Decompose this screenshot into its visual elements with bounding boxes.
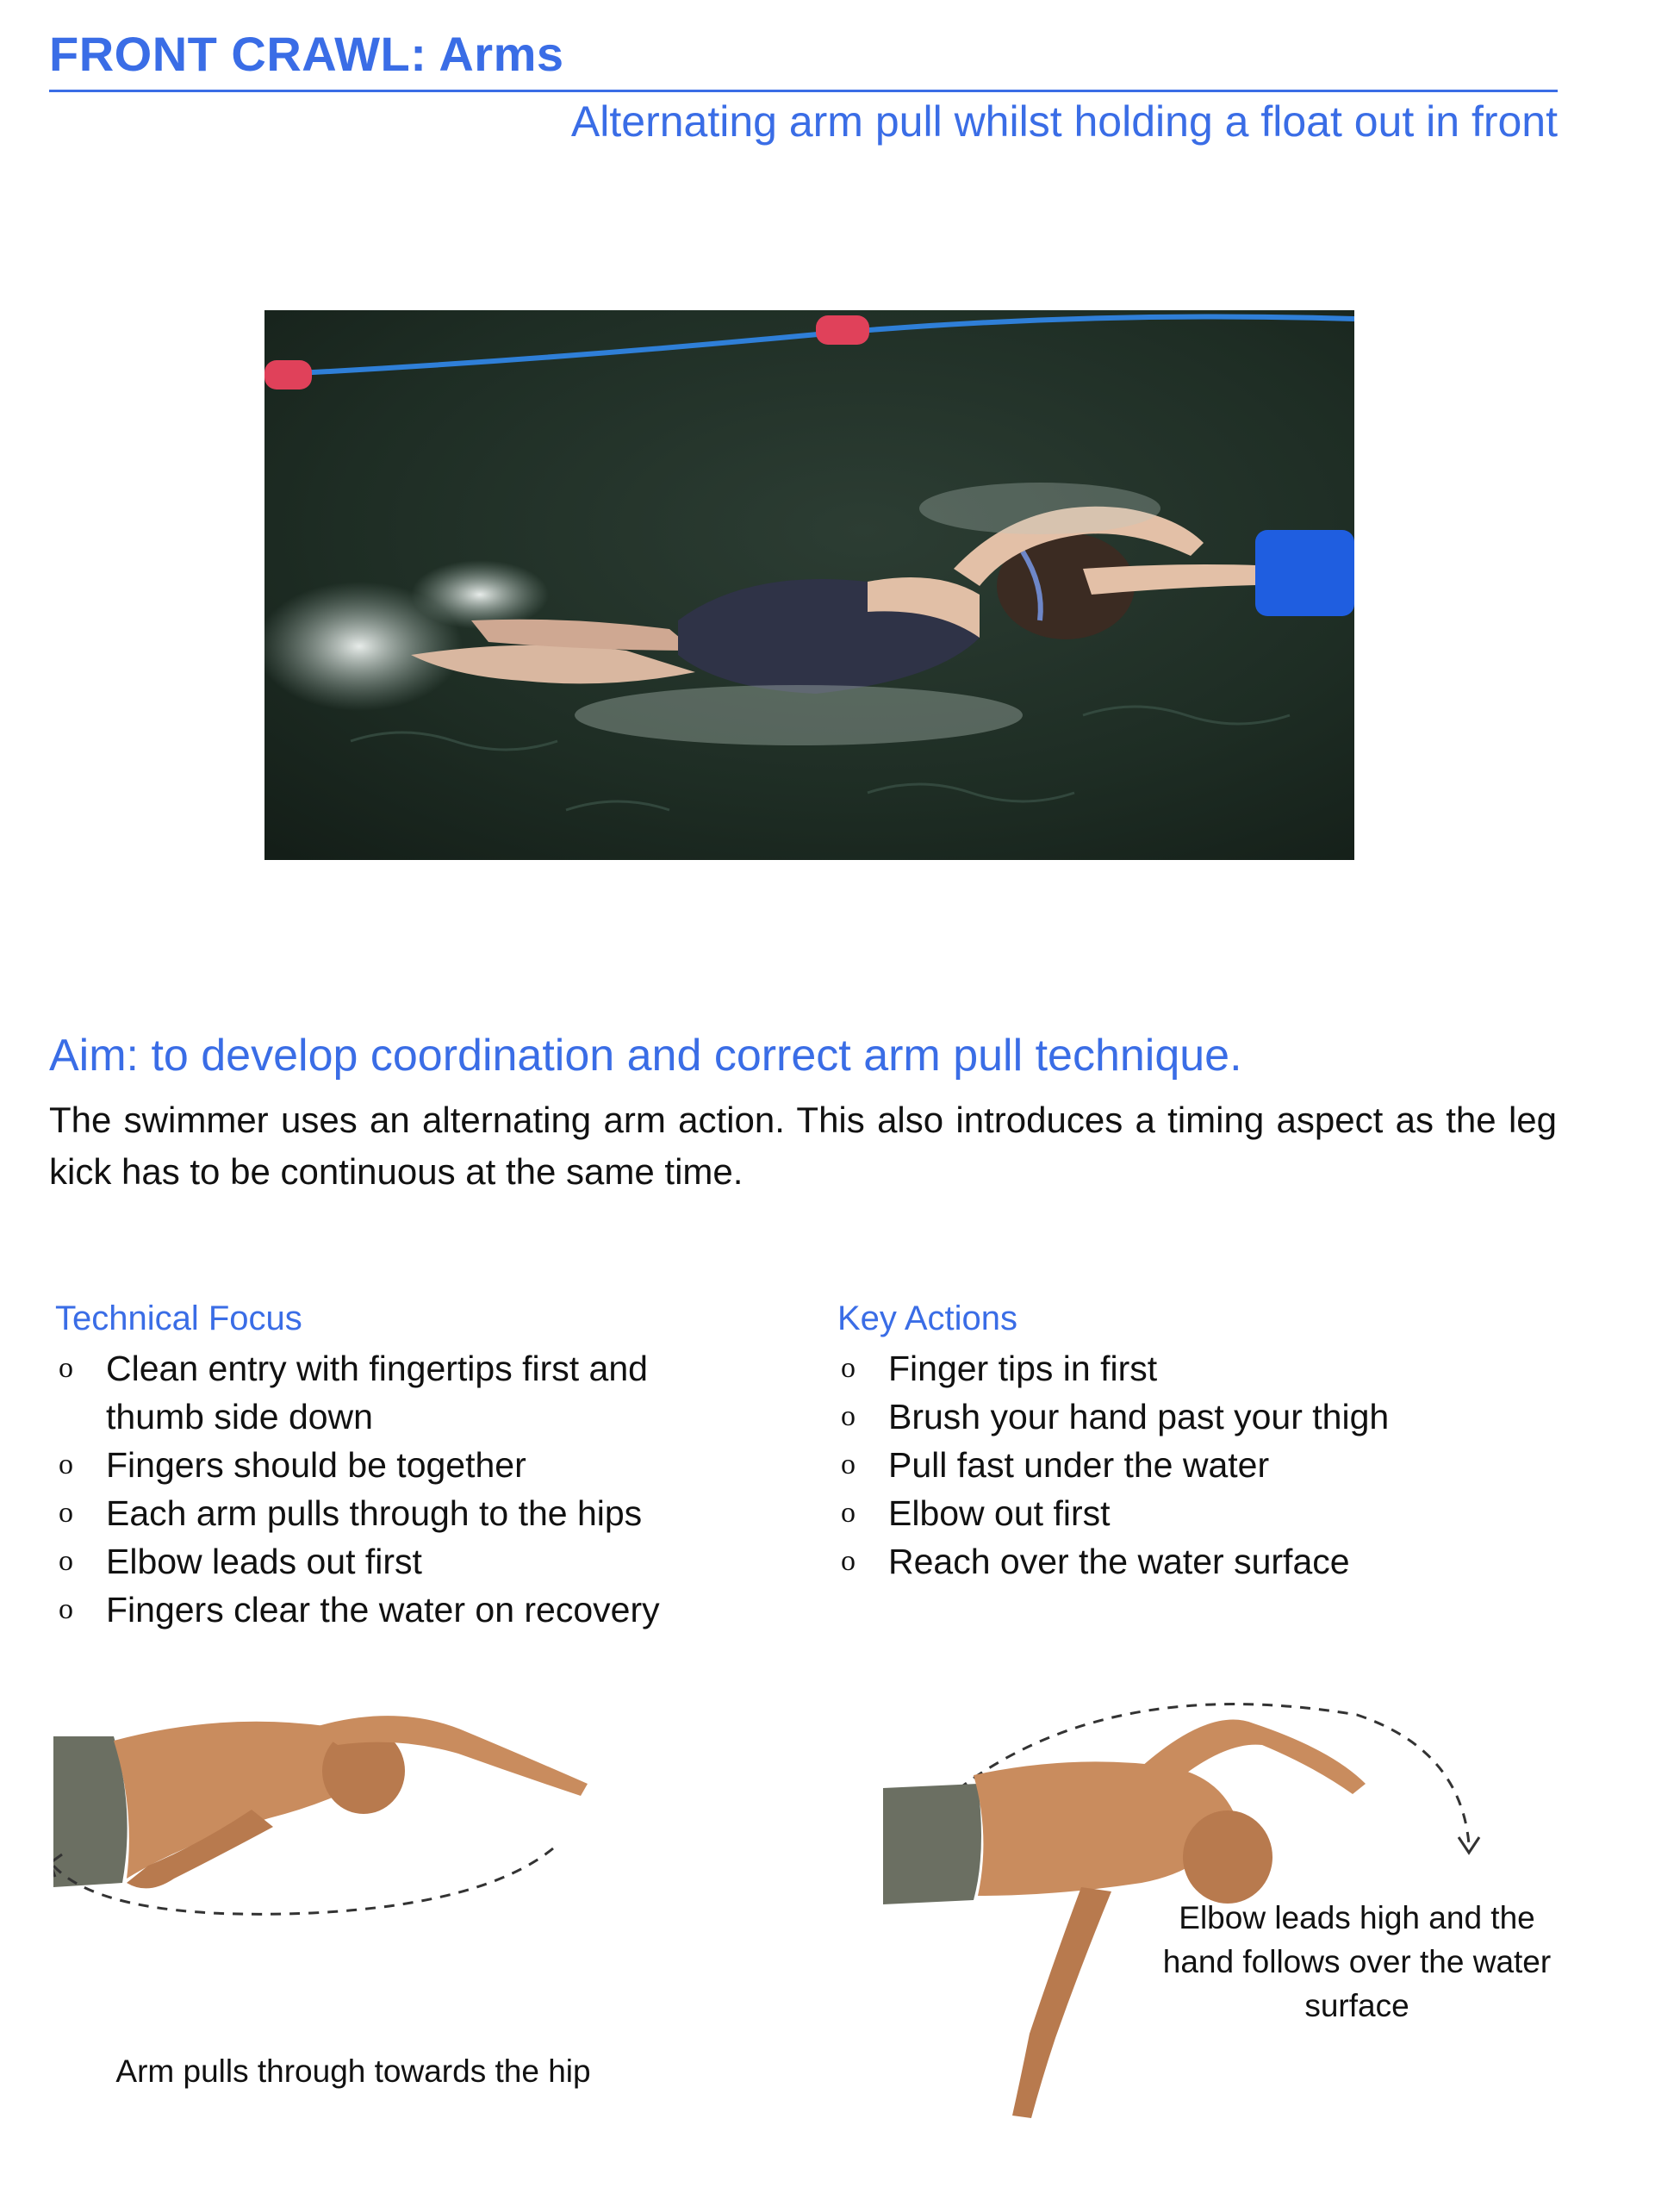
bullet-marker: o	[59, 1497, 73, 1529]
list-item	[837, 1393, 1492, 1441]
bullet-marker: o	[59, 1449, 73, 1480]
bullet-marker: o	[59, 1593, 73, 1625]
bullet-marker: o	[841, 1352, 856, 1384]
bullet-marker: o	[59, 1352, 73, 1384]
list-item-text: Elbow leads out first	[106, 1542, 422, 1581]
key-actions-list	[837, 1344, 1492, 1586]
list-item-text: Clean entry with fingertips first and thumb side down	[106, 1349, 648, 1436]
list-item-text: Fingers should be together	[106, 1445, 526, 1485]
bullet-marker: o	[841, 1497, 856, 1529]
list-item-text: Each arm pulls through to the hips	[106, 1493, 643, 1533]
list-item	[837, 1344, 1492, 1393]
list-item	[837, 1441, 1492, 1489]
list-item-text: Reach over the water surface	[888, 1542, 1350, 1581]
bullet-marker: o	[841, 1449, 856, 1480]
arm-pull-illustration	[53, 1706, 613, 1947]
page-subtitle: Alternating arm pull whilst holding a float out in front	[570, 97, 1558, 146]
list-item	[55, 1537, 710, 1586]
swimmer-photo	[264, 310, 1354, 860]
list-item	[55, 1344, 710, 1441]
bullet-marker: o	[841, 1400, 856, 1432]
list-item-text: Pull fast under the water	[888, 1445, 1270, 1485]
elbow-recovery-caption: Elbow leads high and the hand follows over the water surface	[1162, 1900, 1552, 2023]
arm-pull-caption: Arm pulls through towards the hip	[115, 2053, 591, 2089]
list-item	[55, 1489, 710, 1537]
technical-focus-heading: Technical Focus	[55, 1299, 302, 1337]
list-item	[55, 1586, 710, 1634]
list-item	[55, 1441, 710, 1489]
key-actions-heading: Key Actions	[837, 1299, 1018, 1337]
list-item-text: Elbow out first	[888, 1493, 1111, 1533]
list-item-text: Fingers clear the water on recovery	[106, 1590, 660, 1630]
technical-focus-list	[55, 1344, 710, 1634]
bullet-marker: o	[59, 1545, 73, 1577]
list-item	[837, 1537, 1492, 1586]
aim-heading: Aim: to develop coordination and correct arm pull technique.	[49, 1031, 1242, 1081]
bullet-marker: o	[841, 1545, 856, 1577]
aim-description: The swimmer uses an alternating arm action. This also introduces a timing aspect as the leg kick has to be continuous at the same time.	[49, 1100, 1557, 1192]
list-item-text: Finger tips in first	[888, 1349, 1158, 1388]
list-item	[837, 1489, 1492, 1537]
title-divider	[49, 90, 1558, 92]
page-title: FRONT CRAWL: Arms	[49, 27, 564, 81]
list-item-text: Brush your hand past your thigh	[888, 1397, 1390, 1436]
